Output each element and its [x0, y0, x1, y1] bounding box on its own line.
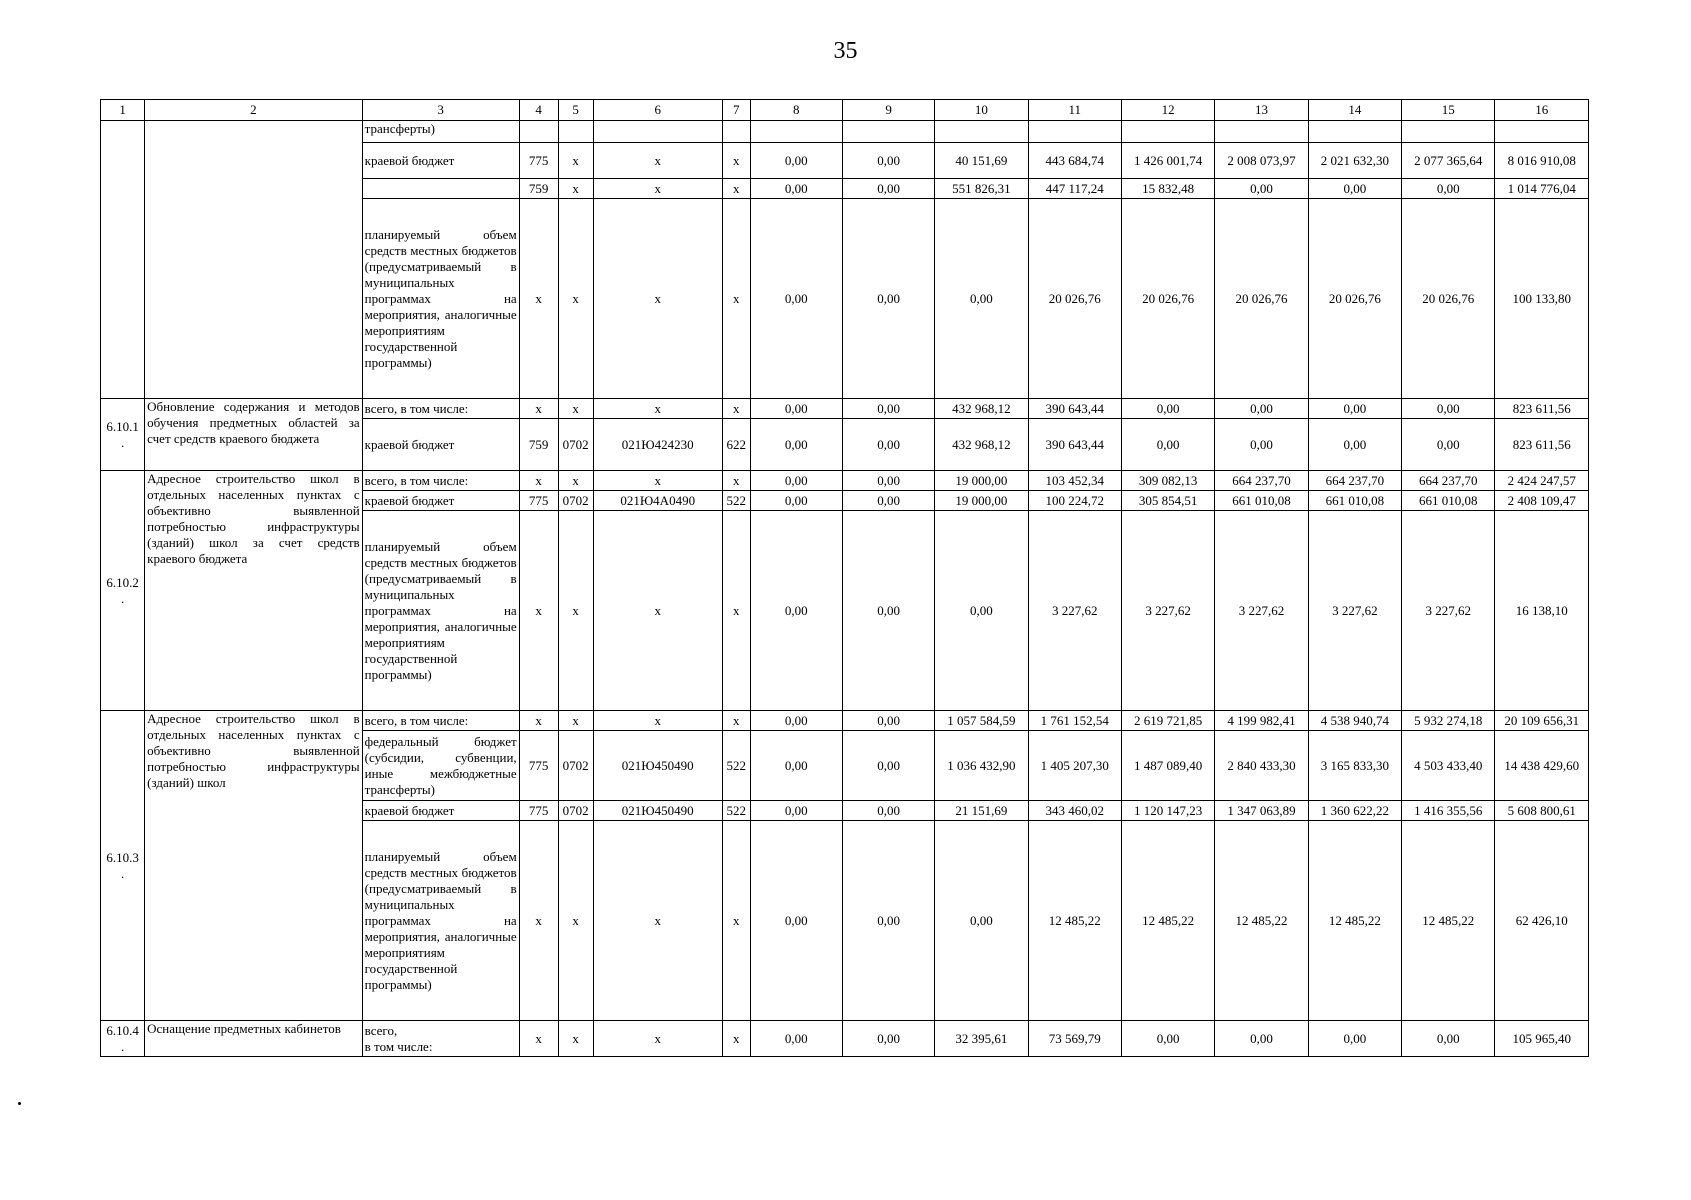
- value-cell: x: [593, 399, 722, 419]
- value-cell: 0,00: [842, 199, 934, 399]
- value-cell: [1121, 121, 1214, 143]
- value-cell: x: [558, 399, 593, 419]
- value-cell: 2 077 365,64: [1402, 143, 1495, 179]
- value-cell: 12 485,22: [1028, 821, 1121, 1021]
- value-cell: x: [593, 711, 722, 731]
- value-cell: x: [558, 711, 593, 731]
- value-cell: 0,00: [750, 471, 842, 491]
- value-cell: x: [519, 711, 558, 731]
- value-cell: 0,00: [1308, 179, 1401, 199]
- column-header: 12: [1121, 100, 1214, 121]
- value-cell: 759: [519, 179, 558, 199]
- value-cell: x: [593, 511, 722, 711]
- value-cell: 2 008 073,97: [1215, 143, 1308, 179]
- value-cell: 551 826,31: [935, 179, 1028, 199]
- value-cell: [593, 121, 722, 143]
- column-header: 11: [1028, 100, 1121, 121]
- column-header: 8: [750, 100, 842, 121]
- value-cell: 432 968,12: [935, 419, 1028, 471]
- value-cell: 32 395,61: [935, 1021, 1028, 1057]
- value-cell: 661 010,08: [1308, 491, 1401, 511]
- column-header: 14: [1308, 100, 1401, 121]
- funding-source: [362, 179, 519, 199]
- value-cell: 0,00: [750, 491, 842, 511]
- column-header: 5: [558, 100, 593, 121]
- value-cell: 0,00: [842, 1021, 934, 1057]
- table-row: [101, 399, 1589, 419]
- column-header: 4: [519, 100, 558, 121]
- value-cell: 20 026,76: [1215, 199, 1308, 399]
- value-cell: 1 057 584,59: [935, 711, 1028, 731]
- item-number: 6.10.3 .: [101, 711, 145, 1021]
- value-cell: 0,00: [842, 821, 934, 1021]
- value-cell: 12 485,22: [1121, 821, 1214, 1021]
- value-cell: 661 010,08: [1402, 491, 1495, 511]
- value-cell: 443 684,74: [1028, 143, 1121, 179]
- value-cell: 622: [722, 419, 750, 471]
- item-name: Адресное строительство школ в отдельных населенных пунктах с объективно выявленной потребностью инфраструктуры (зданий) школ: [145, 711, 363, 1021]
- value-cell: 8 016 910,08: [1495, 143, 1589, 179]
- value-cell: 522: [722, 731, 750, 801]
- value-cell: x: [558, 1021, 593, 1057]
- value-cell: 664 237,70: [1402, 471, 1495, 491]
- value-cell: 0702: [558, 491, 593, 511]
- value-cell: 522: [722, 491, 750, 511]
- item-name: [145, 121, 363, 399]
- value-cell: 20 026,76: [1121, 199, 1214, 399]
- value-cell: 759: [519, 419, 558, 471]
- value-cell: 1 426 001,74: [1121, 143, 1214, 179]
- value-cell: 447 117,24: [1028, 179, 1121, 199]
- value-cell: x: [722, 1021, 750, 1057]
- value-cell: 15 832,48: [1121, 179, 1214, 199]
- funding-source: всего, в том числе:: [362, 1021, 519, 1057]
- value-cell: 16 138,10: [1495, 511, 1589, 711]
- value-cell: 0,00: [1215, 399, 1308, 419]
- value-cell: 4 199 982,41: [1215, 711, 1308, 731]
- value-cell: 21 151,69: [935, 801, 1028, 821]
- value-cell: x: [558, 143, 593, 179]
- value-cell: [1308, 121, 1401, 143]
- value-cell: 343 460,02: [1028, 801, 1121, 821]
- value-cell: 0,00: [750, 821, 842, 1021]
- value-cell: 0,00: [935, 511, 1028, 711]
- value-cell: 0702: [558, 801, 593, 821]
- value-cell: 1 360 622,22: [1308, 801, 1401, 821]
- column-header: 7: [722, 100, 750, 121]
- column-header: 6: [593, 100, 722, 121]
- value-cell: 0,00: [1215, 1021, 1308, 1057]
- value-cell: 0,00: [842, 711, 934, 731]
- value-cell: 0,00: [842, 399, 934, 419]
- value-cell: [722, 121, 750, 143]
- value-cell: 5 608 800,61: [1495, 801, 1589, 821]
- value-cell: 661 010,08: [1215, 491, 1308, 511]
- value-cell: x: [593, 471, 722, 491]
- value-cell: 4 538 940,74: [1308, 711, 1401, 731]
- value-cell: [1495, 121, 1589, 143]
- value-cell: 20 026,76: [1402, 199, 1495, 399]
- value-cell: 19 000,00: [935, 491, 1028, 511]
- item-name: Оснащение предметных кабинетов: [145, 1021, 363, 1057]
- value-cell: 12 485,22: [1215, 821, 1308, 1021]
- funding-source: планируемый объем средств местных бюджетов (предусматриваемый в муниципальных программах на мероприятия, аналогичные мероприятиям государственной программы): [362, 821, 519, 1021]
- funding-source: всего, в том числе:: [362, 399, 519, 419]
- item-number: 6.10.1 .: [101, 399, 145, 471]
- value-cell: 100 133,80: [1495, 199, 1589, 399]
- value-cell: 4 503 433,40: [1402, 731, 1495, 801]
- value-cell: 0,00: [750, 711, 842, 731]
- value-cell: 103 452,34: [1028, 471, 1121, 491]
- table-row: [101, 1021, 1589, 1057]
- value-cell: 14 438 429,60: [1495, 731, 1589, 801]
- value-cell: x: [722, 399, 750, 419]
- funding-source: краевой бюджет: [362, 419, 519, 471]
- value-cell: 021Ю450490: [593, 731, 722, 801]
- header-row: [101, 100, 1589, 121]
- value-cell: 0,00: [935, 821, 1028, 1021]
- column-header: 3: [362, 100, 519, 121]
- value-cell: 309 082,13: [1121, 471, 1214, 491]
- value-cell: [558, 121, 593, 143]
- value-cell: 775: [519, 801, 558, 821]
- value-cell: x: [722, 143, 750, 179]
- value-cell: x: [593, 1021, 722, 1057]
- table-row: [101, 121, 1589, 143]
- value-cell: 0,00: [750, 801, 842, 821]
- value-cell: 0,00: [1402, 419, 1495, 471]
- value-cell: x: [722, 711, 750, 731]
- value-cell: 0,00: [842, 491, 934, 511]
- value-cell: 3 227,62: [1215, 511, 1308, 711]
- value-cell: 0,00: [1308, 419, 1401, 471]
- value-cell: 0702: [558, 419, 593, 471]
- value-cell: 021Ю424230: [593, 419, 722, 471]
- value-cell: [842, 121, 934, 143]
- funding-source: краевой бюджет: [362, 143, 519, 179]
- funding-source: краевой бюджет: [362, 801, 519, 821]
- value-cell: 522: [722, 801, 750, 821]
- value-cell: [1402, 121, 1495, 143]
- value-cell: x: [519, 1021, 558, 1057]
- funding-source: планируемый объем средств местных бюджетов (предусматриваемый в муниципальных программах на мероприятия, аналогичные мероприятиям государственной программы): [362, 511, 519, 711]
- value-cell: 432 968,12: [935, 399, 1028, 419]
- value-cell: 1 014 776,04: [1495, 179, 1589, 199]
- budget-table: [100, 99, 1589, 1057]
- funding-source: краевой бюджет: [362, 491, 519, 511]
- value-cell: 3 165 833,30: [1308, 731, 1401, 801]
- value-cell: 12 485,22: [1402, 821, 1495, 1021]
- funding-source: федеральный бюджет (субсидии, субвенции, иные межбюджетные трансферты): [362, 731, 519, 801]
- funding-source: планируемый объем средств местных бюджетов (предусматриваемый в муниципальных программах на мероприятия, аналогичные мероприятиям государственной программы): [362, 199, 519, 399]
- value-cell: 664 237,70: [1215, 471, 1308, 491]
- value-cell: 0,00: [750, 1021, 842, 1057]
- value-cell: 775: [519, 143, 558, 179]
- funding-source: трансферты): [362, 121, 519, 143]
- value-cell: 0,00: [842, 419, 934, 471]
- value-cell: 0,00: [750, 199, 842, 399]
- item-number: 6.10.4 .: [101, 1021, 145, 1057]
- column-header: 2: [145, 100, 363, 121]
- column-header: 15: [1402, 100, 1495, 121]
- value-cell: 0,00: [842, 179, 934, 199]
- value-cell: 1 120 147,23: [1121, 801, 1214, 821]
- value-cell: 0,00: [842, 143, 934, 179]
- value-cell: 0,00: [750, 179, 842, 199]
- value-cell: 0,00: [750, 419, 842, 471]
- column-header: 9: [842, 100, 934, 121]
- value-cell: 3 227,62: [1028, 511, 1121, 711]
- value-cell: 20 109 656,31: [1495, 711, 1589, 731]
- value-cell: 3 227,62: [1402, 511, 1495, 711]
- value-cell: x: [558, 179, 593, 199]
- value-cell: 73 569,79: [1028, 1021, 1121, 1057]
- value-cell: 0,00: [1402, 399, 1495, 419]
- value-cell: x: [558, 511, 593, 711]
- table-row: [101, 471, 1589, 491]
- value-cell: x: [722, 199, 750, 399]
- item-number: [101, 121, 145, 399]
- value-cell: 0,00: [750, 399, 842, 419]
- value-cell: 0,00: [1121, 399, 1214, 419]
- value-cell: x: [519, 511, 558, 711]
- value-cell: [935, 121, 1028, 143]
- value-cell: x: [722, 179, 750, 199]
- value-cell: 0,00: [842, 471, 934, 491]
- column-header: 16: [1495, 100, 1589, 121]
- value-cell: 0,00: [1308, 1021, 1401, 1057]
- value-cell: 20 026,76: [1028, 199, 1121, 399]
- value-cell: 1 416 355,56: [1402, 801, 1495, 821]
- column-header: 1: [101, 100, 145, 121]
- value-cell: 0,00: [750, 143, 842, 179]
- value-cell: 20 026,76: [1308, 199, 1401, 399]
- funding-source: всего, в том числе:: [362, 711, 519, 731]
- value-cell: x: [519, 471, 558, 491]
- value-cell: 390 643,44: [1028, 399, 1121, 419]
- value-cell: 0702: [558, 731, 593, 801]
- value-cell: x: [593, 199, 722, 399]
- value-cell: x: [519, 399, 558, 419]
- value-cell: 105 965,40: [1495, 1021, 1589, 1057]
- value-cell: 40 151,69: [935, 143, 1028, 179]
- value-cell: 305 854,51: [1121, 491, 1214, 511]
- column-header: 10: [935, 100, 1028, 121]
- value-cell: 390 643,44: [1028, 419, 1121, 471]
- value-cell: 0,00: [842, 801, 934, 821]
- value-cell: x: [593, 179, 722, 199]
- value-cell: x: [593, 143, 722, 179]
- value-cell: 0,00: [1121, 1021, 1214, 1057]
- value-cell: x: [722, 511, 750, 711]
- funding-source: всего, в том числе:: [362, 471, 519, 491]
- item-name: Обновление содержания и методов обучения предметных областей за счет средств краевого бюджета: [145, 399, 363, 471]
- value-cell: 3 227,62: [1121, 511, 1214, 711]
- value-cell: 1 405 207,30: [1028, 731, 1121, 801]
- value-cell: 2 424 247,57: [1495, 471, 1589, 491]
- value-cell: 2 619 721,85: [1121, 711, 1214, 731]
- value-cell: x: [558, 821, 593, 1021]
- value-cell: x: [722, 821, 750, 1021]
- value-cell: 0,00: [842, 511, 934, 711]
- value-cell: 0,00: [1215, 179, 1308, 199]
- value-cell: 100 224,72: [1028, 491, 1121, 511]
- value-cell: 0,00: [1215, 419, 1308, 471]
- table-row: [101, 711, 1589, 731]
- value-cell: 3 227,62: [1308, 511, 1401, 711]
- item-number: 6.10.2 .: [101, 471, 145, 711]
- column-header: 13: [1215, 100, 1308, 121]
- item-name: Адресное строительство школ в отдельных населенных пунктах с объективно выявленной потребностью инфраструктуры (зданий) школ за счет средств краевого бюджета: [145, 471, 363, 711]
- value-cell: 5 932 274,18: [1402, 711, 1495, 731]
- value-cell: 62 426,10: [1495, 821, 1589, 1021]
- value-cell: 021Ю4А0490: [593, 491, 722, 511]
- value-cell: 0,00: [750, 731, 842, 801]
- value-cell: 664 237,70: [1308, 471, 1401, 491]
- value-cell: x: [593, 821, 722, 1021]
- value-cell: 1 036 432,90: [935, 731, 1028, 801]
- value-cell: 0,00: [1402, 1021, 1495, 1057]
- value-cell: [1215, 121, 1308, 143]
- value-cell: x: [722, 471, 750, 491]
- value-cell: 0,00: [1402, 179, 1495, 199]
- value-cell: [750, 121, 842, 143]
- value-cell: 823 611,56: [1495, 399, 1589, 419]
- value-cell: 021Ю450490: [593, 801, 722, 821]
- value-cell: 1 347 063,89: [1215, 801, 1308, 821]
- value-cell: x: [519, 821, 558, 1021]
- value-cell: 19 000,00: [935, 471, 1028, 491]
- value-cell: x: [519, 199, 558, 399]
- value-cell: 1 761 152,54: [1028, 711, 1121, 731]
- value-cell: 2 021 632,30: [1308, 143, 1401, 179]
- value-cell: 2 408 109,47: [1495, 491, 1589, 511]
- page-number: 35: [833, 38, 858, 64]
- value-cell: [1028, 121, 1121, 143]
- value-cell: 0,00: [1121, 419, 1214, 471]
- value-cell: 775: [519, 731, 558, 801]
- value-cell: 0,00: [1308, 399, 1401, 419]
- value-cell: x: [558, 471, 593, 491]
- value-cell: 2 840 433,30: [1215, 731, 1308, 801]
- value-cell: 0,00: [842, 731, 934, 801]
- value-cell: 12 485,22: [1308, 821, 1401, 1021]
- value-cell: x: [558, 199, 593, 399]
- value-cell: 0,00: [935, 199, 1028, 399]
- value-cell: 1 487 089,40: [1121, 731, 1214, 801]
- value-cell: 823 611,56: [1495, 419, 1589, 471]
- value-cell: [519, 121, 558, 143]
- value-cell: 0,00: [750, 511, 842, 711]
- scan-speck: [18, 1102, 21, 1105]
- value-cell: 775: [519, 491, 558, 511]
